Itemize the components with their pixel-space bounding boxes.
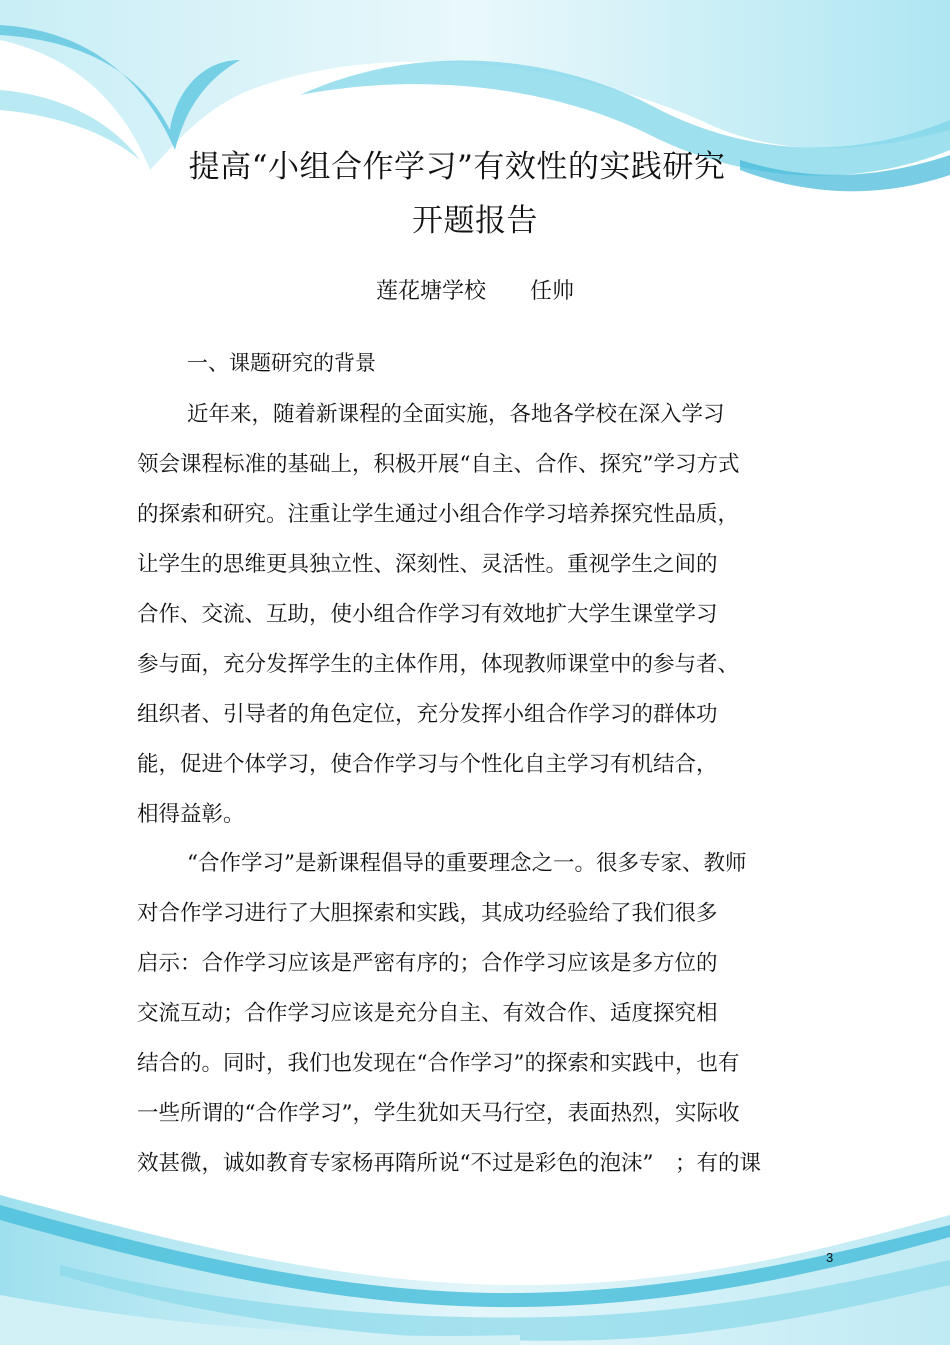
text-line: 合作、交流、互助，使小组合作学习有效地扩大学生课堂学习 bbox=[137, 602, 718, 627]
text-line: 效甚微，诚如教育专家杨再隋所说“不过是彩色的泡沫” ；有的课 bbox=[137, 1151, 761, 1176]
text-line: 对合作学习进行了大胆探索和实践，其成功经验给了我们很多 bbox=[137, 901, 718, 926]
report-title-line-2: 开题报告 bbox=[412, 203, 538, 239]
school-name: 莲花塘学校 bbox=[375, 279, 486, 304]
page-number: 3 bbox=[826, 1250, 834, 1265]
text-line: 相得益彰。 bbox=[137, 802, 245, 827]
text-line: 一些所谓的“合作学习”，学生犹如天马行空，表面热烈，实际收 bbox=[137, 1101, 740, 1126]
text-line: 交流互动；合作学习应该是充分自主、有效合作、适度探究相 bbox=[137, 1001, 718, 1026]
author-name: 任帅 bbox=[530, 279, 575, 304]
text-line: 组织者、引导者的角色定位，充分发挥小组合作学习的群体功 bbox=[137, 702, 718, 727]
section-heading: 一、课题研究的背景 bbox=[187, 351, 376, 375]
report-title-line-1: 提高“小组合作学习”有效性的实践研究 bbox=[188, 149, 726, 185]
text-line: 让学生的思维更具独立性、深刻性、灵活性。重视学生之间的 bbox=[137, 552, 718, 577]
text-line: 结合的。同时，我们也发现在“合作学习”的探索和实践中，也有 bbox=[137, 1051, 740, 1076]
text-line: 能，促进个体学习，使合作学习与个性化自主学习有机结合， bbox=[137, 752, 718, 777]
byline bbox=[0, 274, 950, 305]
text-line: 的探索和研究。注重让学生通过小组合作学习培养探究性品质， bbox=[137, 502, 740, 527]
text-line: 领会课程标准的基础上，积极开展“自主、合作、探究”学习方式 bbox=[137, 452, 740, 477]
bottom-wave-decoration bbox=[0, 1175, 950, 1345]
text-line: 启示：合作学习应该是严密有序的；合作学习应该是多方位的 bbox=[137, 951, 718, 976]
text-line: 参与面，充分发挥学生的主体作用，体现教师课堂中的参与者、 bbox=[137, 652, 740, 677]
text-line: “合作学习”是新课程倡导的重要理念之一。很多专家、教师 bbox=[187, 851, 747, 876]
text-line: 近年来，随着新课程的全面实施，各地各学校在深入学习 bbox=[187, 402, 725, 427]
